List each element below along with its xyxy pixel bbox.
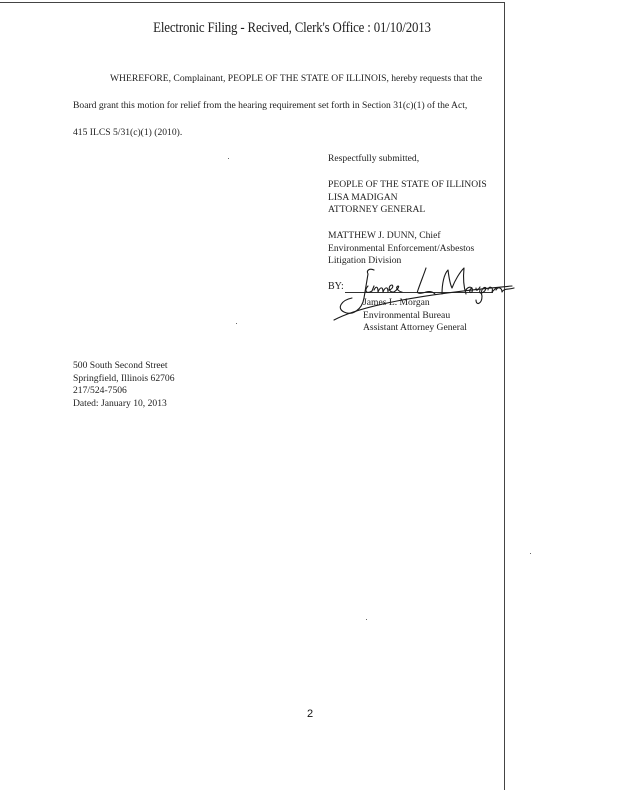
filing-stamp: Electronic Filing - Recived, Clerk's Office : 01/10/2013 xyxy=(153,20,431,36)
body-line-2: Board grant this motion for relief from the hearing requirement set forth in Section 31(c)(1) of the Act, xyxy=(73,100,468,111)
respectfully-submitted: Respectfully submitted, xyxy=(328,153,420,164)
chief-line: Environmental Enforcement/Asbestos xyxy=(328,242,475,254)
scan-speck xyxy=(236,323,237,324)
body-line-1: WHEREFORE, Complainant, PEOPLE OF THE STATE OF ILLINOIS, hereby requests that the xyxy=(110,73,483,84)
address-line: Dated: January 10, 2013 xyxy=(73,397,167,409)
page-border-right xyxy=(504,2,505,790)
people-line: LISA MADIGAN xyxy=(328,191,398,203)
page-border-top xyxy=(0,2,505,3)
signer-line: James L. Morgan xyxy=(363,297,430,308)
people-line: ATTORNEY GENERAL xyxy=(328,204,426,215)
scan-speck xyxy=(366,619,367,620)
address-block xyxy=(73,360,175,410)
scan-speck xyxy=(530,553,531,554)
signer-line: Assistant Attorney General xyxy=(363,322,467,333)
by-label: BY: xyxy=(328,281,344,292)
page-number: 2 xyxy=(306,708,314,720)
address-line: 500 South Second Street xyxy=(73,360,168,371)
address-line: Springfield, Illinois 62706 xyxy=(73,372,175,384)
scan-speck xyxy=(228,158,229,159)
chief-line: Litigation Division xyxy=(328,255,402,266)
signer-block xyxy=(363,297,467,335)
signer-line: Environmental Bureau xyxy=(363,309,451,321)
people-line: PEOPLE OF THE STATE OF ILLINOIS xyxy=(328,179,487,190)
people-block xyxy=(328,179,487,217)
chief-line: MATTHEW J. DUNN, Chief xyxy=(328,230,441,241)
address-line: 217/524-7506 xyxy=(73,385,127,396)
body-line-3: 415 ILCS 5/31(c)(1) (2010). xyxy=(73,127,183,138)
